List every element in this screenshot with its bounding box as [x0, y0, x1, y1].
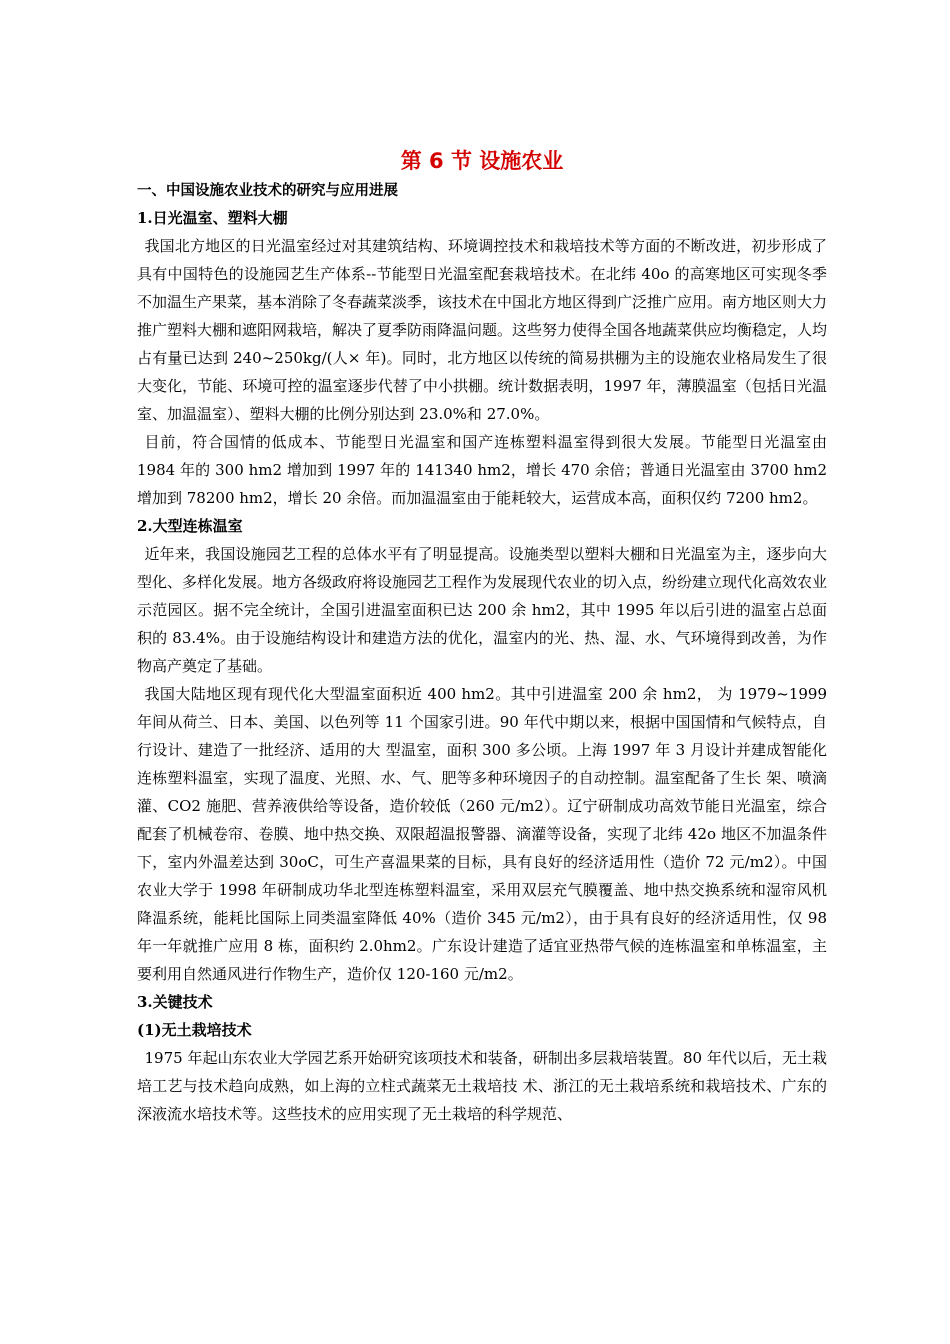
paragraph-3: 近年来，我国设施园艺工程的总体水平有了明显提高。设施类型以塑料大棚和日光温室为主，逐步向大型化、多样化发展。地方各级政府将设施园艺工程作为发展现代农业的切入点，纷纷建立现代化高效农业示范园区。据不完全统计，全国引进温室面积已达 200 余 hm2，其中 1995 年以后引进的温室占总面积的 83.4%。由于设施结构设计和建造方法的优化，温室内的光、热、湿、水、气环境得到改善，为作物高产奠定了基础。 — [137, 545, 828, 675]
paragraph-4: 我国大陆地区现有现代化大型温室面积近 400 hm2。其中引进温室 200 余 hm2， 为 1979~1999 年间从荷兰、日本、美国、以色列等 11 个国家引进。90 年代中期以来，根据中国国情和气候特点，自行设计、建造了一批经济、适用的大 型温室，面积 300 多公顷。上海 1997 年 3 月设计并建成智能化连栋塑料温室，实现了温度、光照、水、气、肥等多种环境因子的自动控制。温室配备了生长 架、喷滴灌、CO2 施肥、营养液供给等设备，造价较低（260 元/m2）。辽宁研制成功高效节能日光温室，综合配套了机械卷帘、卷膜、地中热交换、双限超温报警器、滴灌等设备，实现了北纬 42o 地区不加温条件下，室内外温差达到 30oC，可生产喜温果菜的目标，具有良好的经济适用性（造价 72 元/m2）。中国农业大学于 1998 年研制成功华北型连栋塑料温室，采用双层充气膜覆盖、地中热交换系统和湿帘风机降温系统，能耗比国际上同类温室降低 40%（造价 345 元/m2），由于具有良好的经济适用性，仅 98 年一年就推广应用 8 栋，面积约 2.0hm2。广东设计建造了适宜亚热带气候的连栋温室和单栋温室，主要利用自然通风进行作物生产，造价仅 120-160 元/m2。 — [137, 685, 827, 983]
paragraph-1: 我国北方地区的日光温室经过对其建筑结构、环境调控技术和栽培技术等方面的不断改进，初步形成了具有中国特色的设施园艺生产体系--节能型日光温室配套栽培技术。在北纬 40o 的高寒地区可实现冬季不加温生产果菜，基本消除了冬春蔬菜淡季，该技术在中国北方地区得到广泛推广应用。南方地区则大力推广塑料大棚和遮阳网栽培，解决了夏季防雨降温问题。这些努力使得全国各地蔬菜供应均衡稳定，人均占有量已达到 240~250kg/(人× 年)。同时，北方地区以传统的简易拱棚为主的设施农业格局发生了很大变化，节能、环境可控的温室逐步代替了中小拱棚。统计数据表明，1997 年，薄膜温室（包括日光温室、加温温室）、塑料大棚的比例分别达到 23.0%和 27.0%。 — [137, 237, 828, 423]
subsection-heading-1: 1.日光温室、塑料大棚 — [137, 209, 288, 227]
paragraph-5: 1975 年起山东农业大学园艺系开始研究该项技术和装备，研制出多层栽培装置。80 年代以后，无土栽培工艺与技术趋向成熟，如上海的立柱式蔬菜无土栽培技 术、浙江的无土栽培系统和栽培技术、广东的深液流水培技术等。这些技术的应用实现了无土栽培的科学规范、 — [137, 1049, 827, 1123]
page-title: 第 6 节 设施农业 — [400, 149, 564, 173]
subsection-heading-3: 3.关键技术 — [137, 993, 213, 1011]
document-page — [137, 146, 827, 1128]
paragraph-2: 目前，符合国情的低成本、节能型日光温室和国产连栋塑料温室得到很大发展。节能型日光温室由 1984 年的 300 hm2 增加到 1997 年的 141340 hm2，增长 470 余倍；普通日光温室由 3700 hm2 增加到 78200 hm2，增长 20 余倍。而加温温室由于能耗较大，运营成本高，面积仅约 7200 hm2。 — [137, 433, 827, 507]
subsubsection-heading: (1)无土栽培技术 — [137, 1021, 252, 1039]
subsection-heading-2: 2.大型连栋温室 — [137, 517, 243, 535]
section-heading: 一、中国设施农业技术的研究与应用进展 — [137, 183, 398, 199]
